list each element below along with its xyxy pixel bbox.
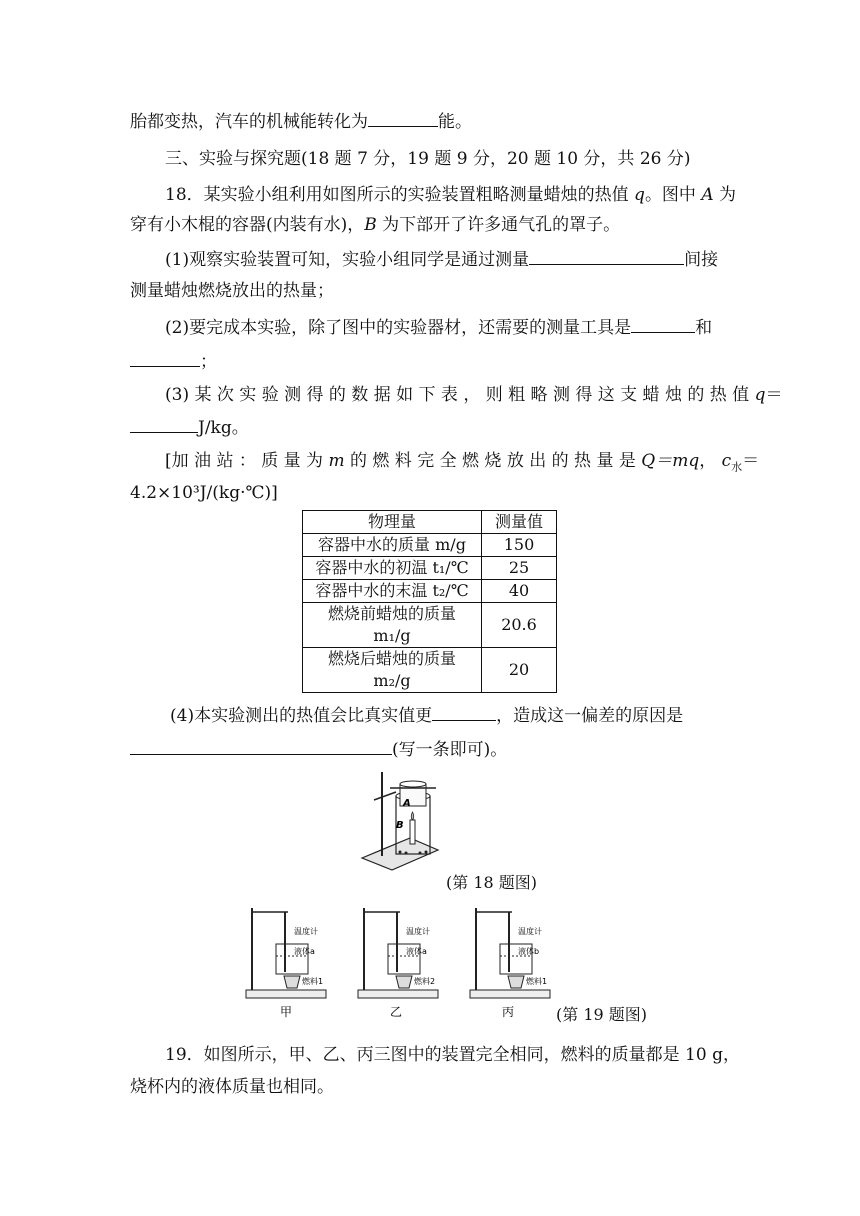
answer-blank[interactable] — [130, 350, 200, 367]
setup-name: 乙 — [390, 1005, 403, 1019]
base — [246, 990, 326, 998]
text-line — [130, 416, 249, 439]
label-thermometer: 温度计 — [406, 927, 430, 936]
figure-19-caption: (第 19 题图) — [556, 1005, 648, 1024]
text: 能。 — [438, 112, 472, 132]
label-a: A — [403, 798, 411, 809]
table-cell: 20.6 — [482, 603, 557, 648]
setup-name: 甲 — [280, 1005, 293, 1019]
text: ＝ — [765, 385, 783, 405]
text-line — [130, 738, 507, 761]
table-cell — [303, 648, 482, 693]
text: 和 — [695, 318, 713, 338]
table-cell: 容器中水的质量 m/g — [303, 534, 482, 557]
table-cell — [303, 603, 482, 648]
label-thermometer: 温度计 — [518, 927, 542, 936]
section-title: 三、实验与探究题(18 题 7 分，19 题 9 分，20 题 10 分，共 26 分) — [165, 149, 691, 169]
air-hole — [399, 851, 402, 854]
base — [358, 990, 438, 998]
symbol: q — [754, 385, 766, 405]
label-b: B — [396, 820, 404, 831]
table-row — [303, 534, 557, 557]
table-cell: 20 — [482, 648, 557, 693]
hint — [165, 450, 759, 478]
text: 。图中 — [644, 185, 696, 205]
cell-text: m₂/g — [373, 671, 411, 690]
answer-blank[interactable] — [631, 316, 695, 333]
text-line — [130, 350, 217, 373]
text: ，造成这一偏差的原因是 — [496, 706, 684, 726]
text: (3) 某 次 实 验 测 得 的 数 据 如 下 表 ， 则 粗 略 测 得 这 支 蜡 烛 的 热 值 — [165, 385, 750, 405]
label-thermometer: 温度计 — [294, 927, 318, 936]
figure-19 — [244, 904, 564, 1024]
table-cell: 容器中水的末温 t₂/℃ — [303, 580, 482, 603]
burner — [284, 976, 300, 988]
cell-text: 燃烧后蜡烛的质量 — [327, 649, 456, 668]
table-cell: 150 — [482, 534, 557, 557]
text: 18．某实验小组利用如图所示的实验装置粗略测量蜡烛的热值 — [165, 185, 629, 205]
answer-blank[interactable] — [130, 738, 392, 755]
label-fuel: 燃料2 — [414, 977, 436, 986]
part-3 — [165, 384, 782, 406]
answer-blank[interactable] — [130, 416, 198, 433]
subscript: 水 — [731, 460, 743, 474]
text: 间接 — [684, 250, 719, 270]
symbol: q — [634, 185, 645, 205]
table-header — [303, 511, 557, 534]
label-liquid: 液体b — [518, 947, 540, 956]
formula: Q＝mq — [641, 451, 700, 471]
label-fuel: 燃料1 — [526, 977, 548, 986]
data-table — [302, 510, 557, 693]
candle — [410, 820, 415, 844]
text: (写一条即可)。 — [392, 740, 508, 760]
figure-18-caption: (第 18 题图) — [446, 873, 538, 892]
cell-text: m₁/g — [373, 626, 411, 645]
part-4 — [170, 704, 683, 727]
answer-blank[interactable] — [432, 704, 496, 721]
text: (1)观察实验装置可知，实验小组同学是通过测量 — [165, 250, 530, 270]
clamp — [374, 792, 396, 800]
question-18 — [165, 184, 736, 206]
table-cell: 25 — [482, 557, 557, 580]
setup-name: 丙 — [502, 1005, 515, 1019]
setup-bing — [470, 908, 550, 1019]
table-row — [303, 557, 557, 580]
text-line: 烧杯内的液体质量也相同。 — [130, 1077, 334, 1097]
text-line — [130, 110, 472, 133]
table-header-cell: 物理量 — [303, 511, 482, 534]
answer-blank[interactable] — [529, 248, 684, 265]
symbol: c — [721, 451, 732, 471]
text: ， — [699, 451, 717, 471]
text: 的 燃 料 完 全 燃 烧 放 出 的 热 量 是 — [350, 451, 636, 471]
flame-icon — [411, 812, 414, 820]
text: (4)本实验测出的热值会比真实值更 — [170, 706, 433, 726]
text: ＝ — [742, 451, 760, 471]
container-rim — [400, 781, 426, 787]
text-line — [130, 214, 620, 236]
text: 胎都变热，汽车的机械能转化为 — [130, 112, 368, 132]
text: ； — [200, 352, 217, 372]
base — [470, 990, 550, 998]
text: J/kg。 — [198, 418, 249, 438]
text: 为下部开了许多通气孔的罩子。 — [382, 215, 621, 235]
text-line: 测量蜡烛燃烧放出的热量； — [130, 281, 334, 301]
table-row — [303, 648, 557, 693]
question-19: 19．如图所示，甲、乙、丙三图中的装置完全相同，燃料的质量都是 10 g， — [165, 1045, 740, 1065]
label-liquid: 液体a — [294, 947, 315, 956]
air-hole — [419, 852, 422, 855]
symbol: m — [328, 451, 345, 471]
table-row — [303, 603, 557, 648]
cell-text: 燃烧前蜡烛的质量 — [327, 604, 456, 623]
text: (2)要完成本实验，除了图中的实验器材，还需要的测量工具是 — [165, 318, 632, 338]
symbol: B — [364, 215, 377, 235]
part-2 — [165, 316, 712, 339]
symbol: A — [701, 185, 714, 205]
table-row — [303, 580, 557, 603]
air-hole — [425, 851, 428, 854]
text: [加 油 站 ： 质 量 为 — [165, 451, 324, 471]
table-cell: 40 — [482, 580, 557, 603]
table-cell: 容器中水的初温 t₁/℃ — [303, 557, 482, 580]
figure-18 — [352, 768, 444, 872]
air-hole — [405, 852, 408, 855]
label-fuel: 燃料1 — [302, 977, 324, 986]
part-1 — [165, 248, 718, 271]
text: 为 — [719, 185, 737, 205]
text-line: 4.2×10³J/(kg·℃)] — [130, 483, 278, 503]
label-liquid: 液体a — [406, 947, 427, 956]
burner — [396, 976, 412, 988]
answer-blank[interactable] — [368, 110, 438, 127]
text: 穿有小木棍的容器(内装有水)， — [130, 215, 365, 235]
setup-jia — [246, 908, 326, 1019]
setup-yi — [358, 908, 438, 1019]
table-header-cell: 测量值 — [482, 511, 557, 534]
burner — [508, 976, 524, 988]
